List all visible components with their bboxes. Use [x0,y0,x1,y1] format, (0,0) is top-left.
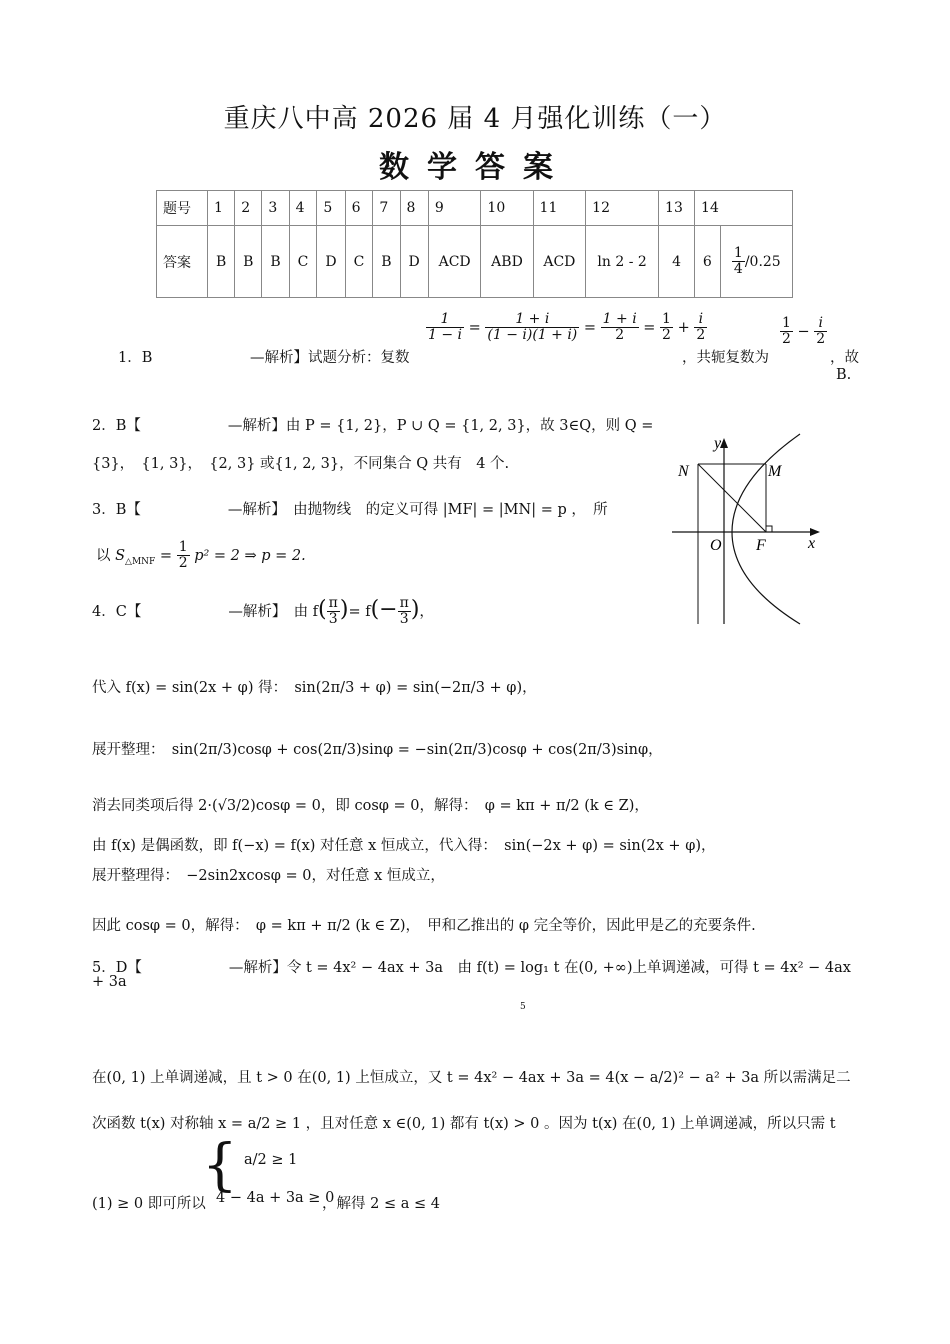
frac-den: 4 [733,261,743,277]
table-row [157,226,793,298]
table-cell: ABD [481,226,533,298]
q5-line4-pre: (1) ≥ 0 即可所以 [92,1196,206,1212]
table-cell: D [317,226,345,298]
page-footnote: 5 [520,1002,526,1012]
table-cell: 10 [481,191,533,226]
table-cell: 9 [428,191,481,226]
label-n: N [678,463,689,480]
row-label-answer: 答案 [157,226,208,298]
q1-intro: —解析】试题分析：复数 [250,350,410,366]
label-y: y [714,435,722,452]
q4-line7: 因此 cosφ = 0，解得： φ = kπ + π/2 (k ∈ Z)， 甲和乙推出的 φ 完全等价，因此甲是乙的充要条件. [92,918,756,934]
q4-line4: 消去同类项后得 2·(√3/2)cosφ = 0，即 cosφ = 0，解得： φ = kπ + π/2 (k ∈ Z)， [92,798,649,814]
frac-num: 1 [733,244,743,261]
y-arrow-icon [720,438,728,448]
q4-line3: 展开整理： sin(2π/3)cosφ + cos(2π/3)sinφ = −sin(2π/3)cosφ + cos(2π/3)sinφ， [92,742,663,758]
q1-equation: $\frac{1}{1 - i}$ = $\frac{1 + i}{(1 - i)(1 + i)}$ = $\frac{1 + i}{2}$ = $\frac{1}{2}$ + $\frac{i}{2}$ [428,311,706,344]
table-cell: ACD [428,226,481,298]
table-cell: ln 2 - 2 [586,226,659,298]
parabola-figure [670,432,830,627]
q1-mid: ，共轭复数为 [682,350,769,366]
right-angle-mark [766,526,772,532]
table-cell: 4 [289,191,317,226]
table-cell: 3 [262,191,289,226]
table-cell: B [373,226,400,298]
q5-line2: 在(0, 1) 上单调递减，且 t > 0 在(0, 1) 上恒成立，又 t = 4x² − 4ax + 3a = 4(x − a/2)² − a² + 3a 所以需满足二 [92,1070,851,1086]
table-cell: 1 [208,191,235,226]
label-x: x [808,535,816,552]
table-row [157,191,793,226]
q4-line6: 展开整理得： −2sin2xcosφ = 0，对任意 x 恒成立， [92,868,445,884]
q5-system-2: 4 − 4a + 3a ≥ 0 [216,1190,335,1206]
page-title: 重庆八中高 2026 届 4 月强化训练（一） [223,104,727,134]
table-cell: 4 [659,226,695,298]
table-cell: ACD [533,226,586,298]
table-cell: 12 [586,191,659,226]
table-cell: D [400,226,428,298]
q3-line2: 以 $S_{\triangle MNF}$ = $\frac{1}{2}$ p² = 2 ⇒ p = 2. [96,539,306,572]
table-cell: 6 [345,191,373,226]
table-cell: 8 [400,191,428,226]
table-cell: 11 [533,191,586,226]
table-cell: 5 [317,191,345,226]
q5-brace: { [202,1133,238,1198]
q4-line2: 代入 f(x) = sin(2x + φ) 得： sin(2π/3 + φ) = sin(−2π/3 + φ)， [92,680,537,696]
q1-end: ，故 [830,350,859,366]
q5-line1: 5．D【 —解析】令 t = 4x² − 4ax + 3a 由 f(t) = log₁ t 在(0, +∞)上单调递减，可得 t = 4x² − 4ax [92,960,851,976]
table-cell-fraction [720,226,792,298]
q3-line1: 3．B【 —解析】 由抛物线 的定义可得 |MF| = |MN| = p ， 所 [92,502,608,518]
table-cell: 2 [235,191,262,226]
q1-number: 1．B [118,350,153,366]
q4-line5: 由 f(x) 是偶函数，即 f(−x) = f(x) 对任意 x 恒成立，代入得： sin(−2x + φ) = sin(2x + φ)， [92,838,716,854]
table-cell: 13 [659,191,695,226]
frac-alt: /0.25 [744,253,781,270]
table-cell: C [345,226,373,298]
row-label-number: 题号 [157,191,208,226]
answer-table [156,190,793,298]
table-cell: B [262,226,289,298]
q5-line3: 次函数 t(x) 对称轴 x = a/2 ≥ 1 ，且对任意 x ∈(0, 1) 都有 t(x) > 0 。因为 t(x) 在(0, 1) 上单调递减，所以只需 t [92,1116,836,1132]
q5-system-1: a/2 ≥ 1 [244,1152,298,1168]
q2-line1: 2．B【 —解析】由 P = {1, 2}，P ∪ Q = {1, 2, 3}，故 3∈Q，则 Q = [92,418,654,434]
q5-line4-post: ，解得 2 ≤ a ≤ 4 [322,1196,440,1212]
q4-line1: 4．C【 —解析】 由 f( $\frac{\pi}{3}$ )= f(− $\frac{\pi}{3}$ )， [92,595,434,628]
q1-conjugate: $\frac{1}{2}$ − $\frac{i}{2}$ [782,315,826,348]
table-cell: 6 [695,226,721,298]
q2-line2: {3}， {1, 3}， {2, 3} 或{1, 2, 3}，不同集合 Q 共有 4 个. [92,456,510,472]
table-cell: 7 [373,191,400,226]
table-cell: B [235,226,262,298]
label-o: O [710,537,722,554]
q1-answer: B. [836,367,852,383]
page-subtitle: 数学答案 [379,150,571,185]
table-cell: C [289,226,317,298]
q5-line1b: + 3a [92,974,127,990]
table-cell: B [208,226,235,298]
label-m: M [768,463,782,480]
table-cell: 14 [695,191,793,226]
label-f: F [756,537,766,554]
